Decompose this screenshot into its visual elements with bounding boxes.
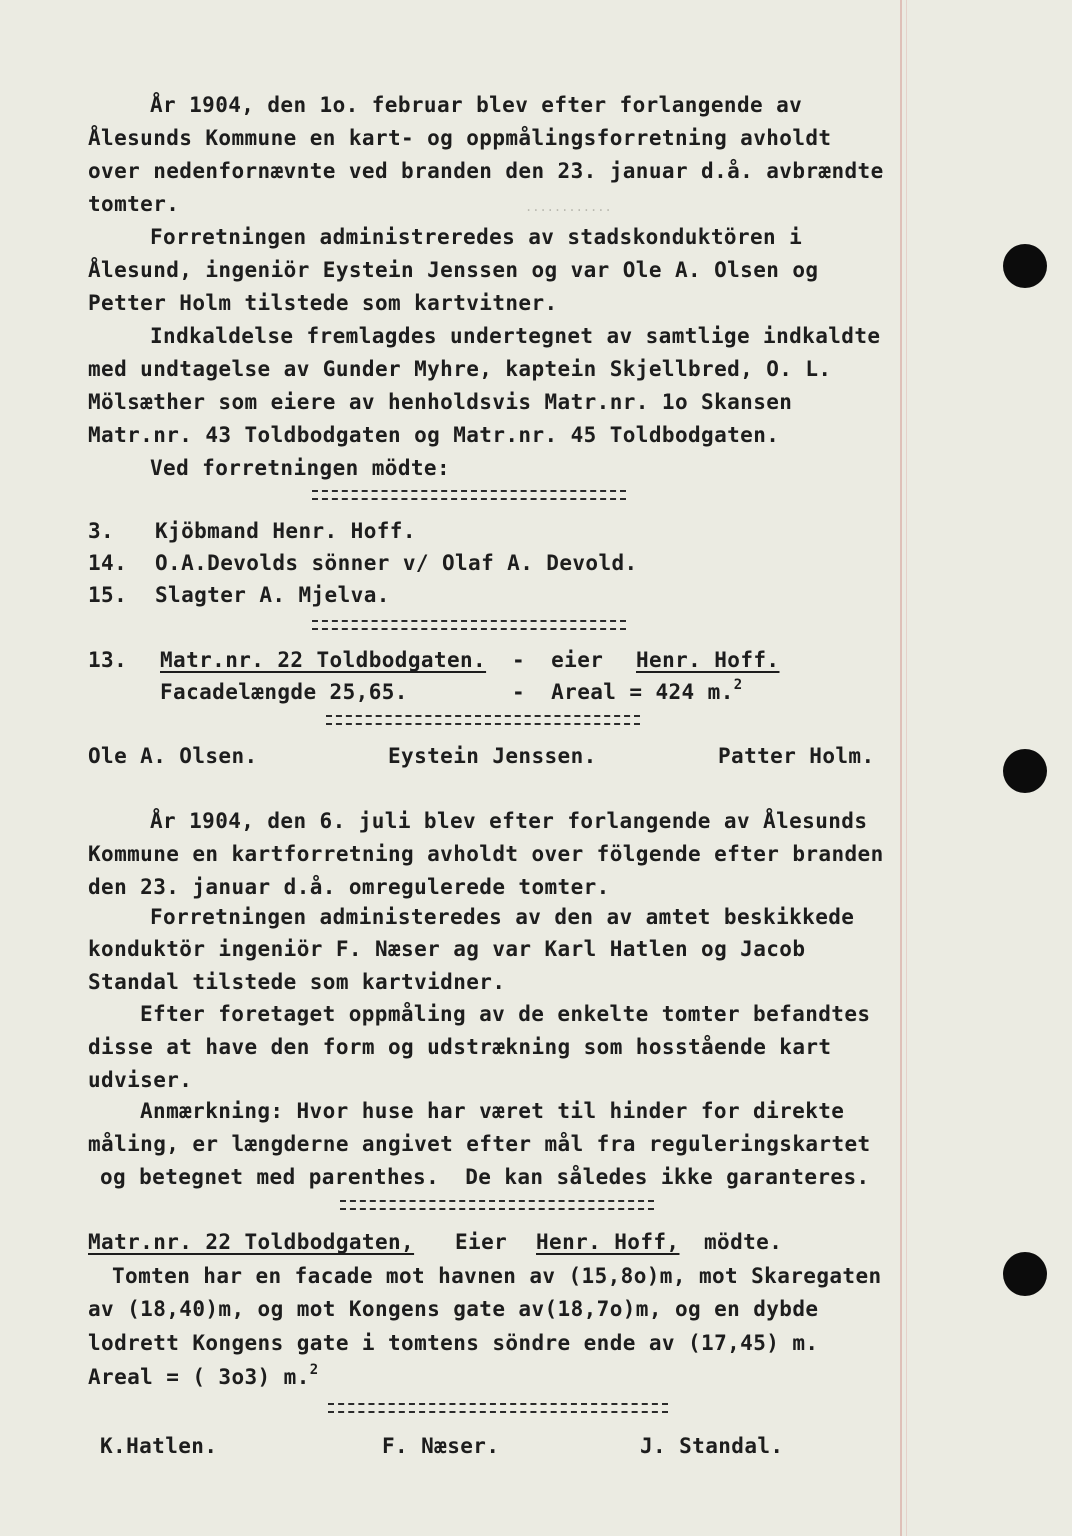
description-line: lodrett Kongens gate i tomtens söndre ende av (17,45) m. <box>88 1331 819 1355</box>
property-owner: Henr. Hoff. <box>636 648 780 672</box>
signature: Patter Holm. <box>718 744 875 768</box>
entry2-line: disse at have den form og udstrækning som hosstående kart <box>88 1035 832 1059</box>
description-line: av (18,40)m, og mot Kongens gate av(18,7o)m, og en dybde <box>88 1297 819 1321</box>
entry1-line: tomter. <box>88 192 180 216</box>
area-value: Areal = ( 3o3) m.$^2$ <box>88 1362 319 1389</box>
attendee-name: Slagter A. Mjelva. <box>155 583 390 607</box>
punch-hole-icon <box>1003 1252 1047 1296</box>
entry1-line: Ålesunds Kommune en kart- og oppmålingsforretning avholdt <box>88 126 832 150</box>
separator-line <box>328 1403 668 1413</box>
separator-line <box>312 620 626 630</box>
margin-line <box>900 0 902 1536</box>
attendee-name: Kjöbmand Henr. Hoff. <box>155 519 416 543</box>
attendee-number: 15. <box>88 583 128 607</box>
attendee-number: 3. <box>88 519 115 543</box>
signature: J. Standal. <box>640 1434 784 1458</box>
entry1-line: Ålesund, ingeniör Eystein Jenssen og var Ole A. Olsen og <box>88 258 819 282</box>
signature: Ole A. Olsen. <box>88 744 258 768</box>
entry2-line: År 1904, den 6. juli blev efter forlangende av Ålesunds <box>150 809 868 833</box>
entry2-line: udviser. <box>88 1068 193 1092</box>
property-number: 13. <box>88 648 128 672</box>
entry1-line: Matr.nr. 43 Toldbodgaten og Matr.nr. 45 Toldbodgaten. <box>88 423 780 447</box>
property-owner: Henr. Hoff, <box>536 1230 680 1254</box>
facade-length: Facadelængde 25,65. <box>160 680 408 704</box>
entry2-line: Efter foretaget oppmåling av de enkelte tomter befandtes <box>140 1002 871 1026</box>
attendee-name: O.A.Devolds sönner v/ Olaf A. Devold. <box>155 551 638 575</box>
owner-label: Eier <box>455 1230 508 1254</box>
entry2-line: Forretningen administeredes av den av amtet beskikkede <box>150 905 855 929</box>
entry1-line: Petter Holm tilstede som kartvitner. <box>88 291 558 315</box>
separator-line <box>326 715 640 725</box>
entry1-line: År 1904, den 1o. februar blev efter forlangende av <box>150 93 803 117</box>
entry2-line: Standal tilstede som kartvidner. <box>88 970 506 994</box>
faint-bleedthrough: ............ <box>525 200 612 214</box>
entry2-line: og betegnet med parenthes. De kan således ikke garanteres. <box>100 1165 870 1189</box>
description-line: Tomten har en facade mot havnen av (15,8o)m, mot Skaregaten <box>112 1264 882 1288</box>
entry2-line: måling, er længderne angivet efter mål fra reguleringskartet <box>88 1132 871 1156</box>
signature: F. Næser. <box>382 1434 500 1458</box>
entry1-line: Mölsæther som eiere av henholdsvis Matr.nr. 1o Skansen <box>88 390 793 414</box>
owner-label: - eier <box>512 648 604 672</box>
area-value: - Areal = 424 m.$^2$ <box>512 677 743 704</box>
entry1-line: Forretningen administreredes av stadskonduktören i <box>150 225 803 249</box>
signature: K.Hatlen. <box>100 1434 218 1458</box>
punch-hole-icon <box>1003 749 1047 793</box>
entry1-line: Ved forretningen mödte: <box>150 456 450 480</box>
entry1-line: over nedenfornævnte ved branden den 23. januar d.å. avbrændte <box>88 159 884 183</box>
separator-line <box>340 1200 654 1210</box>
entry2-line: Anmærkning: Hvor huse har været til hinder for direkte <box>140 1099 845 1123</box>
entry1-line: med undtagelse av Gunder Myhre, kaptein Skjellbred, O. L. <box>88 357 832 381</box>
margin-line <box>906 0 907 1536</box>
entry2-line: Kommune en kartforretning avholdt over fölgende efter branden <box>88 842 884 866</box>
attended-label: mödte. <box>704 1230 783 1254</box>
punch-hole-icon <box>1003 244 1047 288</box>
separator-line <box>312 490 626 500</box>
entry2-line: den 23. januar d.å. omregulerede tomter. <box>88 875 610 899</box>
property-matr: Matr.nr. 22 Toldbodgaten, <box>88 1230 415 1254</box>
signature: Eystein Jenssen. <box>388 744 597 768</box>
property-matr: Matr.nr. 22 Toldbodgaten. <box>160 648 487 672</box>
entry1-line: Indkaldelse fremlagdes undertegnet av samtlige indkaldte <box>150 324 881 348</box>
entry2-line: konduktör ingeniör F. Næser ag var Karl Hatlen og Jacob <box>88 937 806 961</box>
attendee-number: 14. <box>88 551 128 575</box>
